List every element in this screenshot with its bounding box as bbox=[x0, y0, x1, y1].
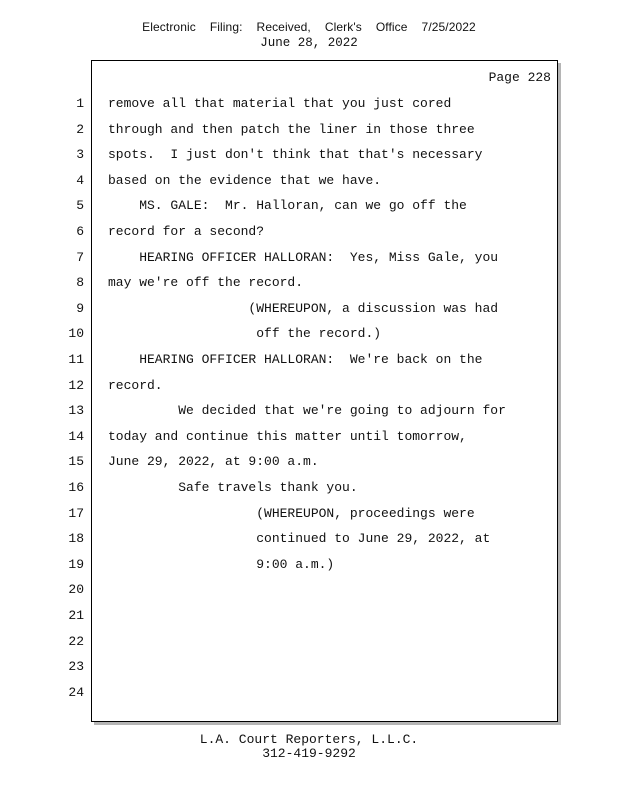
transcript-line-text: June 29, 2022, at 9:00 a.m. bbox=[108, 454, 319, 469]
filing-stamp-word: Filing: bbox=[209, 20, 243, 34]
transcript-line-text: 9:00 a.m.) bbox=[108, 557, 335, 572]
line-number: 15 bbox=[68, 454, 84, 469]
transcript-line-text: remove all that material that you just cored bbox=[108, 96, 452, 111]
line-number: 10 bbox=[68, 326, 84, 341]
transcript-line-text: HEARING OFFICER HALLORAN: Yes, Miss Gale, you bbox=[108, 250, 499, 265]
transcript-line-text: based on the evidence that we have. bbox=[108, 173, 382, 188]
page-number: Page 228 bbox=[488, 70, 551, 85]
line-number: 20 bbox=[68, 582, 84, 597]
hearing-date: June 28, 2022 bbox=[260, 36, 358, 50]
line-number: 6 bbox=[76, 224, 84, 239]
filing-stamp-word: Office bbox=[375, 20, 408, 34]
line-number: 23 bbox=[68, 659, 84, 674]
court-reporter-phone: 312-419-9292 bbox=[262, 746, 356, 761]
line-number: 1 bbox=[76, 96, 84, 111]
filing-stamp bbox=[0, 20, 618, 34]
transcript-line-text: We decided that we're going to adjourn for bbox=[108, 403, 506, 418]
line-number: 7 bbox=[76, 250, 84, 265]
transcript-line-text: through and then patch the liner in those three bbox=[108, 122, 475, 137]
transcript-line-text: record for a second? bbox=[108, 224, 265, 239]
transcript-line-text: continued to June 29, 2022, at bbox=[108, 531, 491, 546]
line-number: 19 bbox=[68, 557, 84, 572]
court-reporter-name: L.A. Court Reporters, L.L.C. bbox=[199, 732, 419, 747]
transcript-line-text: spots. I just don't think that that's necessary bbox=[108, 147, 483, 162]
line-number: 4 bbox=[76, 173, 84, 188]
filing-stamp-word: Clerk's bbox=[324, 20, 362, 34]
transcript-line-text: HEARING OFFICER HALLORAN: We're back on the bbox=[108, 352, 483, 367]
line-number: 22 bbox=[68, 634, 84, 649]
filing-stamp-word: 7/25/2022 bbox=[421, 20, 476, 34]
filing-stamp-word: Electronic bbox=[142, 20, 196, 34]
transcript-line-text: today and continue this matter until tomorrow, bbox=[108, 429, 467, 444]
transcript-line-text: MS. GALE: Mr. Halloran, can we go off the bbox=[108, 198, 467, 213]
line-number: 3 bbox=[76, 147, 84, 162]
line-number: 18 bbox=[68, 531, 84, 546]
transcript-line-text: off the record.) bbox=[108, 326, 382, 341]
line-number: 12 bbox=[68, 378, 84, 393]
line-number: 11 bbox=[68, 352, 84, 367]
line-number: 16 bbox=[68, 480, 84, 495]
transcript-line-text: (WHEREUPON, proceedings were bbox=[108, 506, 475, 521]
transcript-line-text: record. bbox=[108, 378, 163, 393]
transcript-line-text: (WHEREUPON, a discussion was had bbox=[108, 301, 499, 316]
line-number: 17 bbox=[68, 506, 84, 521]
line-number: 2 bbox=[76, 122, 84, 137]
line-number: 5 bbox=[76, 198, 84, 213]
line-number: 9 bbox=[76, 301, 84, 316]
filing-stamp-word: Received, bbox=[256, 20, 311, 34]
line-number: 8 bbox=[76, 275, 84, 290]
line-number: 24 bbox=[68, 685, 84, 700]
transcript-line-text: Safe travels thank you. bbox=[108, 480, 358, 495]
transcript-line-text: may we're off the record. bbox=[108, 275, 304, 290]
line-number: 14 bbox=[68, 429, 84, 444]
line-number: 21 bbox=[68, 608, 84, 623]
line-number: 13 bbox=[68, 403, 84, 418]
